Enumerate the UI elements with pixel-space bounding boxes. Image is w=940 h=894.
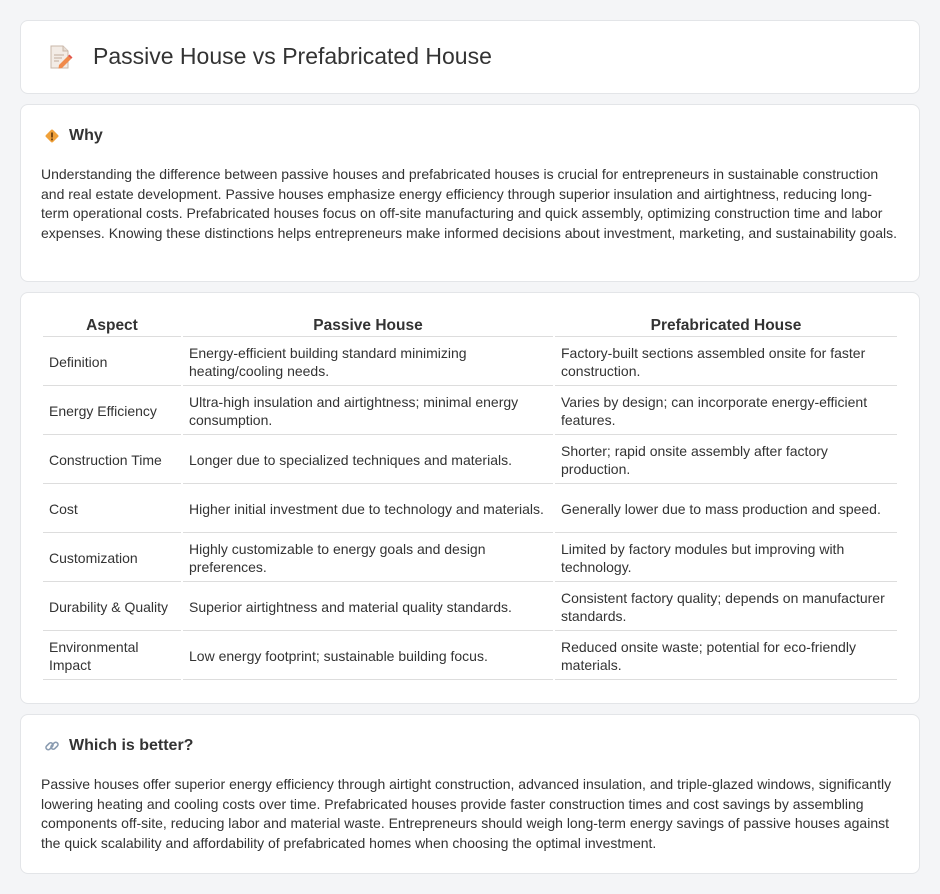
table-row [43,388,897,435]
row-prefab: Consistent factory quality; depends on manufacturer standards. [555,584,897,631]
why-heading-row [43,127,103,145]
table-row [43,486,897,533]
why-paragraph: Understanding the difference between passive houses and prefabricated houses is crucial for entrepreneurs in sustainable construction and real estate development. Passive houses emphasize energy efficiency through superior insulation and airtightness, reducing long-term operational costs. Prefabricated houses focus on off-site manufacturing and quick assembly, optimizing construction time and labor expenses. Knowing these distinctions helps entrepreneurs make informed decisions about investment, marketing, and sustainability goals. [41,166,898,241]
better-paragraph: Passive houses offer superior energy efficiency through airtight construction, advanced insulation, and triple-glazed windows, significantly lowering heating and cooling costs over time. Prefabricated houses provide faster construction times and cost savings by assembling components off-site, reducing labor and material waste. Entrepreneurs should weigh long-term energy savings of passive houses against the quick scalability and affordability of prefabricated homes when choosing the optimal investment. [41,776,892,851]
title-card [20,20,920,94]
table-header-row [43,315,897,337]
header-passive-house: Passive House [183,315,553,337]
row-passive: Superior airtightness and material quality standards. [183,584,553,631]
diamond-sign-icon [43,127,61,145]
row-prefab: Shorter; rapid onsite assembly after factory production. [555,437,897,484]
table-row [43,339,897,386]
row-aspect: Definition [43,339,181,386]
link-icon [43,737,61,755]
table-row [43,535,897,582]
title-row [47,43,492,70]
row-prefab: Limited by factory modules but improving with technology. [555,535,897,582]
row-prefab: Reduced onsite waste; potential for eco-friendly materials. [555,633,897,680]
row-passive: Longer due to specialized techniques and materials. [183,437,553,484]
table-row [43,584,897,631]
comparison-card [20,292,920,704]
row-prefab: Factory-built sections assembled onsite for faster construction. [555,339,897,386]
row-passive: Low energy footprint; sustainable building focus. [183,633,553,680]
row-aspect: Construction Time [43,437,181,484]
row-prefab: Generally lower due to mass production and speed. [555,486,897,533]
row-aspect: Durability & Quality [43,584,181,631]
why-card [20,104,920,282]
row-passive: Ultra-high insulation and airtightness; minimal energy consumption. [183,388,553,435]
document-pencil-icon [47,44,73,70]
comparison-table [41,313,899,682]
table-row [43,633,897,680]
row-passive: Highly customizable to energy goals and design preferences. [183,535,553,582]
header-prefabricated-house: Prefabricated House [555,315,897,337]
page-title: Passive House vs Prefabricated House [93,43,492,69]
better-heading: Which is better? [69,737,194,754]
row-passive: Energy-efficient building standard minimizing heating/cooling needs. [183,339,553,386]
row-prefab: Varies by design; can incorporate energy-efficient features. [555,388,897,435]
row-aspect: Customization [43,535,181,582]
row-passive: Higher initial investment due to technology and materials. [183,486,553,533]
row-aspect: Cost [43,486,181,533]
table-row [43,437,897,484]
row-aspect: Energy Efficiency [43,388,181,435]
why-heading: Why [69,127,103,144]
row-aspect: Environmental Impact [43,633,181,680]
which-better-card [20,714,920,874]
header-aspect: Aspect [43,315,181,337]
better-heading-row [43,737,193,755]
